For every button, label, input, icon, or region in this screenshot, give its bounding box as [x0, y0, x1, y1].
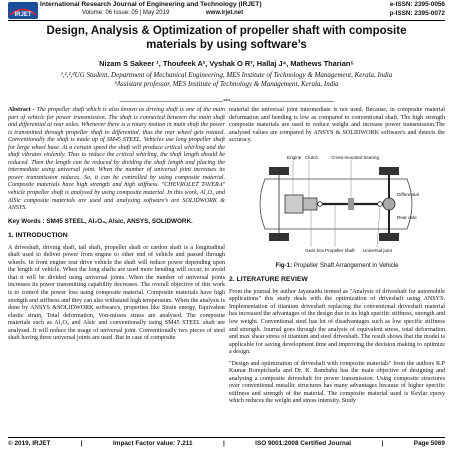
literature-paragraph-2: "Design and optimization of driveshaft with composite materials" from the authors R.P Kumar Rompicharla and Dr. K. Rambabu has the main objective of designing and analysing a composite driveshaft for power transmission. Using composite structures over conventional metallic structures has many advantages because of higher specific stiffness and strength of the material. The composite material used is Kevlar epoxy which reduces the weight and stress intensity. Study — [229, 360, 445, 405]
section-separator: ---------------------------------------------------------------------***--------------------------------------------------------------------- — [119, 99, 334, 105]
e-issn: e-ISSN: 2395-0056 — [389, 1, 445, 8]
keywords — [8, 218, 225, 226]
footer-rule — [8, 437, 445, 438]
left-column — [8, 107, 225, 347]
intro-heading: 1. INTRODUCTION — [8, 232, 68, 240]
intro-continued: material the universal joint intermediate is not used. Because, in composite material deformation and bending is low as compared to conventional shaft. The high strength composite materials are used to reduce weight and increase power transmission.The analysed values are compared by ANSYS & SOLIDWORK software's and detects the accuracy. — [229, 107, 445, 144]
gearbox — [303, 198, 317, 210]
intro-paragraph: A driveshaft, driving shaft, tail shaft, propeller shaft or cardon shaft is a longitudinal shaft used to deliver power from engine to other end of vehicle and passed through wheels. In front engine rear drive vehicle the shaft will reduce power depending upon the length of vehicle. When the long shafts are used more bending will occur, to avoid that it will be divided using universal joints. When the number of universal joints increases its power transmitting capability decreases. The overall objective of this work is to control the power loss using composite material. Composite materials have high strength and stiffness and they can also withstand high temperature. When the analysis is done by ANSYS &SOLIDWORK software's, properties like Strain energy, Equivalent elastic strain, Total deformation, Von-misses stress are analysed. The composite materials such as Al₂O₃ and Alsic and conventionally using SM45 STEEL shaft are analysed. It will reduce the usage of universal joint. Conventionally two pieces of steel shaft having three universal joints are used .But in case of composite — [8, 244, 225, 342]
figure-caption-label: Fig-1: — [275, 261, 293, 269]
footer-separator-2: | — [222, 440, 225, 447]
propeller-shaft-figure — [247, 149, 427, 259]
paper-title: Design, Analysis & Optimization of propeller shaft with composite materials by using software’s — [46, 25, 407, 51]
literature-heading: 2. LITERATURE REVIEW — [229, 276, 308, 284]
figure-caption-text: Propeller Shaft Arrangement in Vehicle — [293, 261, 399, 269]
front-left-wheel — [269, 167, 289, 175]
right-column — [229, 107, 445, 410]
affiliation-students: ¹,²,³,⁴UG Student, Department of Mechanical Engineering, MES Institute of Technology & Management, Kerala, India — [60, 71, 393, 79]
keywords-label: Key Words — [8, 217, 41, 225]
affiliation-professor: ⁵Assistant professor, MES Institute of Technology & Management, Kerala, India — [114, 79, 339, 88]
universal-joint-1 — [318, 201, 323, 206]
footer-iso: ISO 9001:2008 Certified Journal — [255, 440, 352, 447]
label-clutch: Clutch — [305, 154, 319, 160]
rear-right-wheel — [379, 233, 399, 241]
keywords-text: : SM45 STEEL, Al₂O₃, Alsic, ANSYS, SOLIDWORK. — [42, 217, 193, 225]
volume-issue: Volume: 06 Issue: 05 | May 2019 — [82, 10, 170, 16]
author-list: Nizam S Sakeer ¹, Thoufeek A², Vyshak O R³, Hallaj J⁴, Mathews Tharian⁵ — [99, 59, 354, 68]
cross-mounted-bearing — [348, 198, 354, 210]
abstract — [8, 107, 225, 213]
footer-impact-factor: Impact Factor value: 7.211 — [112, 440, 193, 447]
footer-copyright: © 2019, IRJET — [8, 440, 51, 447]
journal-name: International Research Journal of Engineering and Technology (IRJET) — [40, 1, 262, 8]
journal-website[interactable]: www.irjet.net — [206, 10, 244, 16]
label-gearbox: Gear box — [305, 247, 324, 253]
affiliations — [20, 71, 433, 88]
rear-left-wheel — [379, 167, 399, 175]
irjet-logo — [8, 2, 38, 19]
literature-paragraph-1: From the journal by author Jayanaidu termed as "Analysis of driveshaft for automobile applications" this study deals with the optimization of driveshaft using ANSYS. Implementation of titanium driveshaft replacing the conventional driveshaft material has increased the advantages of the design due to its high specific stiffness, strength and low weight. Conventional steel has lot of disadvantages such as low specific stiffness and strength. Journal goes through the analysis of equivalent stress, total deformation and max shear stress of titanium and steel driveshaft. The result shows that the model is applicable for saving development time and improving the decision making to optimize a design. — [229, 288, 445, 356]
p-issn: p-ISSN: 2395-0072 — [389, 10, 445, 17]
journal-header — [0, 0, 453, 22]
label-differential: Differential — [397, 191, 419, 197]
differential — [383, 198, 395, 210]
page-footer — [8, 440, 445, 447]
front-right-wheel — [269, 233, 289, 241]
abstract-text: The propeller shaft which is also known as driving shaft is one of the main part of vehicle for power transmission. The shaft is connected between the main shaft and differential at rear axles. Whenever there is a rotary motion in main shaft the power is transmitted through propeller shaft to differential, thus the rear wheel gets rotated. Conventionally the shaft is made up of SM45 STEEL. Vehicles use long propeller shaft for large wheel base. At a certain speed the shaft will produce critical whirling and the shaft vibrates violently. Thus to reduce the critical whirling, the shaft length should be reduced. Then the length can be reduced by dividing the shaft length and placing the intermediate using universal joint. When the number of universal joint increases its power transmission reduces. So, it can be controlled by using composite material. Composite materials have high strength and high stiffness. "CHEVROLET TAVERA" vehicle propeller shaft is analysed by using composite material. In this work, Al₂O₃ and AlSic composite materials are used and analysing software's are SOLIDWORK & ANSYS. — [8, 107, 226, 212]
engine-block — [285, 195, 303, 213]
logo-text: IRJET — [14, 12, 32, 18]
label-cross-bearing: Cross-mounted bearing — [331, 154, 380, 160]
footer-separator-3: | — [381, 440, 384, 447]
abstract-label: Abstract - — [8, 107, 35, 113]
figure-caption — [229, 262, 445, 270]
label-engine: Engine — [287, 154, 302, 160]
label-propeller-shaft: Propeller shaft — [325, 247, 355, 253]
footer-page-number: Page 5069 — [413, 440, 445, 447]
label-universal-joint: Universal joint — [363, 247, 392, 253]
universal-joint-3 — [378, 201, 383, 206]
header-rule — [8, 20, 445, 21]
footer-separator-1: | — [80, 440, 83, 447]
label-rear-axle: Rear axle — [397, 214, 417, 220]
